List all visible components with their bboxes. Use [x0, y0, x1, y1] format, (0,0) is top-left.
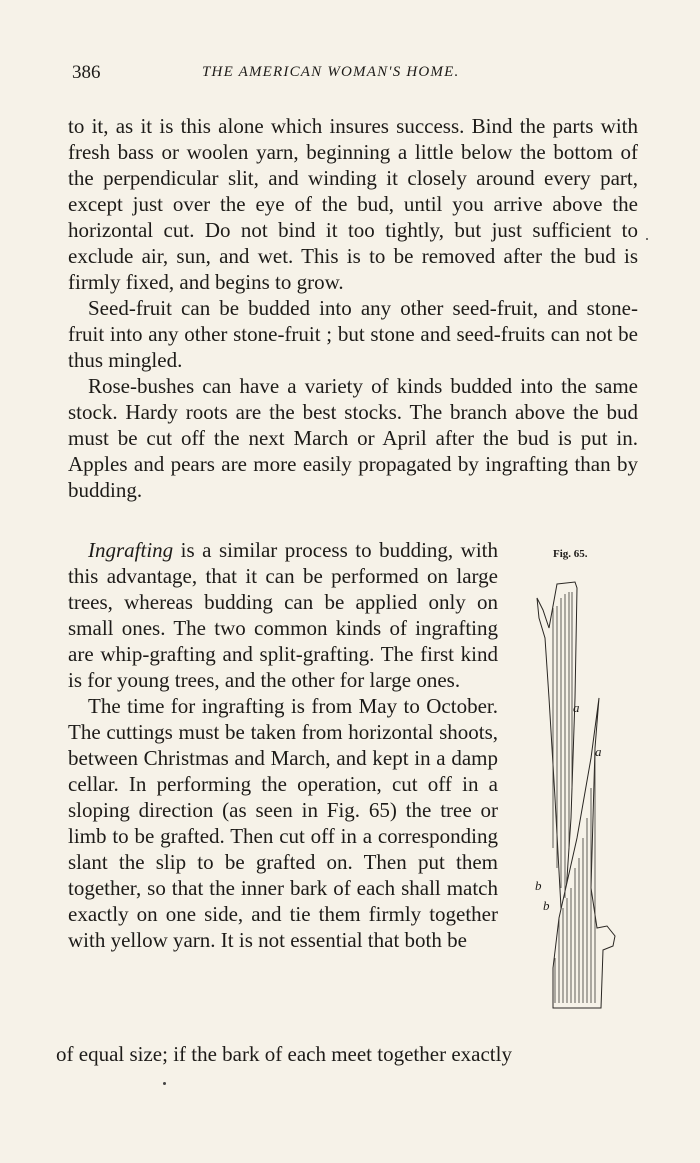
- ink-speck: [163, 1082, 166, 1085]
- figure-label-b-lower: b: [543, 898, 550, 913]
- figure-label-b-upper: b: [535, 878, 542, 893]
- ingrafting-term: Ingrafting: [88, 538, 174, 562]
- figure-caption: Fig. 65.: [553, 548, 588, 560]
- body-text-beside-figure: [68, 537, 498, 953]
- graft-illustration: [515, 548, 635, 1018]
- paragraph-final-line: of equal size; if the bark of each meet together exactly: [56, 1042, 512, 1066]
- figure-label-a-left: a: [573, 700, 580, 715]
- paragraph-seed-fruit: Seed-fruit can be budded into any other seed-fruit, and stone-fruit into any other stone-fruit ; but stone and seed-fruits can not be thus mingled.: [68, 296, 638, 372]
- paragraph-rose-bushes: Rose-bushes can have a variety of kinds budded into the same stock. Hardy roots are the best stocks. The branch above the bud must be cut off the next March or April after the bud is put in. Apples and pears are more easily propagated by ingrafting than by budding.: [68, 374, 638, 502]
- page-number: 386: [72, 62, 101, 83]
- figure-65: [515, 548, 635, 1018]
- running-title: THE AMERICAN WOMAN'S HOME.: [202, 64, 460, 80]
- body-text-full-width: [68, 113, 638, 503]
- figure-label-a-right: a: [595, 744, 602, 759]
- paragraph-time-for-ingrafting: The time for ingrafting is from May to October. The cuttings must be taken from horizontal shoots, between Christmas and March, and kept in a damp cellar. In performing the operation, cut off in a sloping direction (as seen in Fig. 65) the tree or limb to be grafted. Then cut off in a corresponding slant the slip to be grafted on. Then put them together, so that the inner bark of each shall match exactly on one side, and tie them firmly together with yellow yarn. It is not essential that both be: [68, 694, 498, 952]
- paragraph-ingrafting: [68, 537, 498, 693]
- page-header: [72, 62, 522, 92]
- paragraph-continuation: to it, as it is this alone which insures success. Bind the parts with fresh bass or woolen yarn, beginning a little below the bottom of the perpendicular slit, and winding it closely around every part, except just over the eye of the bud, until you arrive above the horizontal cut. Do not bind it too tightly, but just sufficient to exclude air, sun, and wet. This is to be removed after the bud is firmly fixed, and begins to grow.: [68, 114, 638, 294]
- ink-speck: [646, 238, 648, 240]
- ingrafting-text: is a similar process to budding, with this advantage, that it can be performed on large trees, whereas budding can be applied only on small ones. The two common kinds of ingrafting are whip-grafting and split-grafting. The first kind is for young trees, and the other for large ones.: [68, 538, 498, 692]
